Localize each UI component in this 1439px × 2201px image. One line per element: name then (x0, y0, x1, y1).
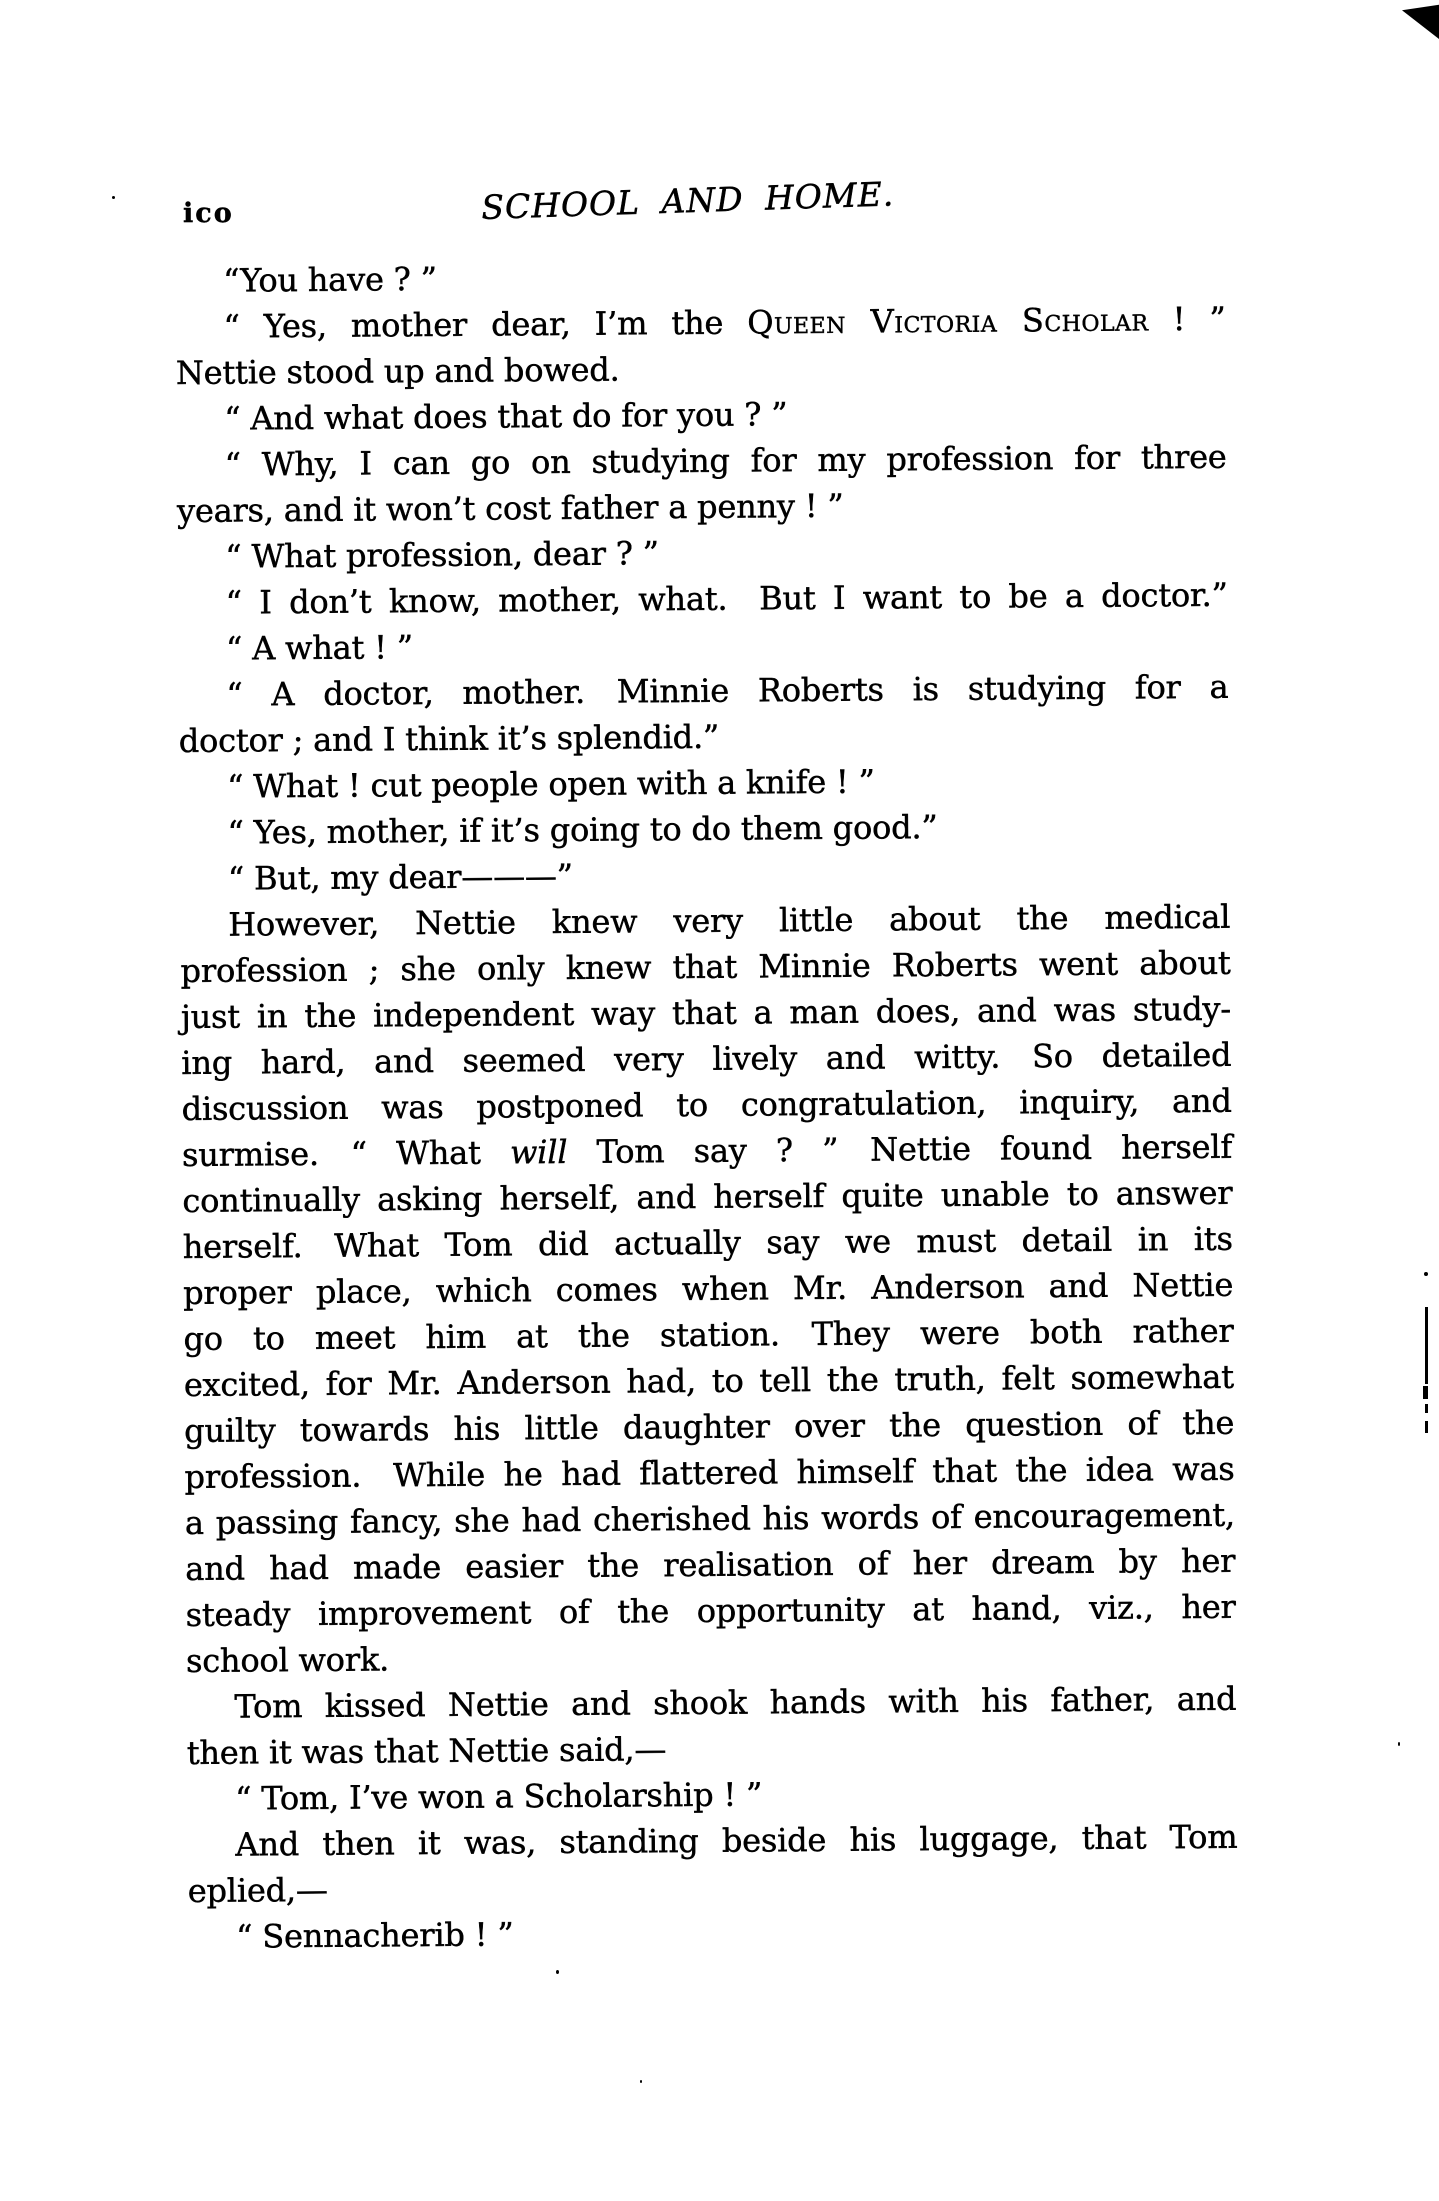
text-segment: “ Yes, mother, if it’s going to do them good.” (227, 808, 938, 852)
text-segment: years, and it won’t cost father a penny ! ” (176, 486, 844, 530)
text-segment: “You have ? ” (223, 259, 437, 300)
page-edge-mark (1425, 1421, 1428, 1433)
text-line (178, 618, 1228, 672)
text-line (185, 1584, 1235, 1638)
body-text (175, 250, 1238, 1960)
text-segment: “ Yes, mother dear, I’m the (223, 303, 748, 346)
page-number: ico (183, 198, 234, 229)
text-line (181, 986, 1231, 1040)
text-line (183, 1216, 1233, 1270)
text-line (178, 572, 1228, 626)
text-line (187, 1768, 1237, 1822)
text-segment: proper place, which comes when Mr. Anderson and Nettie (182, 1265, 1234, 1312)
text-line (183, 1262, 1233, 1316)
text-line (176, 388, 1226, 442)
running-title: SCHOOL AND HOME. (480, 174, 895, 227)
text-segment: “ What ! cut people open with a knife ! ” (227, 762, 875, 806)
text-segment: “ Sennacherib ! ” (236, 1915, 514, 1956)
text-line (188, 1860, 1238, 1914)
text-segment-italic: will (509, 1132, 568, 1172)
text-segment: then it was that Nettie said,— (186, 1730, 667, 1772)
text-segment: “ But, my dear———” (227, 856, 574, 898)
text-segment: Tom say ? ” Nettie found herself (567, 1127, 1233, 1171)
text-line (184, 1446, 1234, 1500)
text-line (177, 480, 1227, 534)
text-segment: steady improvement of the opportunity at hand, viz., her (185, 1587, 1236, 1634)
text-line (179, 756, 1229, 810)
page-edge-mark (1424, 1272, 1428, 1276)
text-line (185, 1492, 1235, 1546)
scan-speck (1398, 1742, 1400, 1746)
text-segment: “ What profession, dear ? ” (225, 534, 660, 576)
text-segment: ing hard, and seemed very lively and witty. So detailed (181, 1035, 1232, 1082)
text-segment: “ I don’t know, mother, what. But I want to be a doctor.” (225, 575, 1228, 622)
text-segment: guilty towards his little daughter over the question of the (184, 1403, 1235, 1450)
text-line (177, 526, 1227, 580)
text-line (184, 1354, 1234, 1408)
text-line (178, 664, 1228, 718)
text-line (187, 1814, 1237, 1868)
text-line (175, 296, 1225, 350)
text-segment: go to meet him at the station. They were both rather (183, 1311, 1234, 1358)
text-segment: surmise. “ What (181, 1133, 511, 1174)
text-segment: continually asking herself, and herself quite unable to answer (182, 1173, 1233, 1220)
text-segment: eplied,— (187, 1870, 328, 1910)
text-line (180, 940, 1230, 994)
text-line (176, 342, 1226, 396)
text-line (182, 1170, 1232, 1224)
page-edge-mark (1425, 1404, 1428, 1413)
text-segment: and had made easier the realisation of her dream by her (185, 1541, 1236, 1588)
text-segment: And then it was, standing beside his luggage, that Tom (235, 1817, 1238, 1864)
text-segment: a passing fancy, she had cherished his words of encouragement, (184, 1495, 1236, 1542)
text-segment: profession ; she only knew that Minnie Roberts went about (180, 943, 1231, 990)
text-line (182, 1124, 1232, 1178)
text-segment: “ A doctor, mother. Minnie Roberts is studying for a (226, 667, 1229, 714)
text-line (184, 1400, 1234, 1454)
text-line (180, 894, 1230, 948)
text-segment: excited, for Mr. Anderson had, to tell the truth, felt somewhat (183, 1357, 1234, 1404)
text-segment: “ Tom, I’ve won a Scholarship ! ” (234, 1775, 763, 1818)
text-segment: herself. What Tom did actually say we must detail in its (182, 1219, 1233, 1266)
text-segment: “ A what ! ” (225, 628, 414, 668)
text-segment: “ Why, I can go on studying for my profession for three (224, 437, 1227, 484)
text-line (179, 710, 1229, 764)
text-segment-smallcaps: Queen Victoria Scholar (747, 300, 1149, 342)
text-line (187, 1722, 1237, 1776)
text-segment: discussion was postponed to congratulation, inquiry, and (181, 1081, 1232, 1128)
text-segment: Nettie stood up and bowed. (175, 350, 620, 392)
text-line (186, 1676, 1236, 1730)
page-edge-mark (1423, 1386, 1428, 1399)
scan-speck (640, 2080, 642, 2083)
text-line (180, 848, 1230, 902)
text-line (175, 250, 1225, 304)
text-segment: doctor ; and I think it’s splendid.” (178, 717, 720, 760)
text-line (181, 1032, 1231, 1086)
text-segment: Tom kissed Nettie and shook hands with his father, and (234, 1679, 1237, 1726)
text-line (186, 1630, 1236, 1684)
text-line (182, 1078, 1232, 1132)
text-segment: However, Nettie knew very little about the medical (228, 897, 1231, 944)
page-edge-mark (1425, 1307, 1428, 1384)
text-segment: just in the independent way that a man does, and was study- (180, 989, 1232, 1036)
text-line (188, 1906, 1238, 1960)
text-segment: school work. (185, 1640, 390, 1680)
scan-speck (556, 1970, 559, 1974)
page-corner-fold-artifact (1402, 4, 1439, 39)
text-line (176, 434, 1226, 488)
text-line (179, 802, 1229, 856)
text-segment: “ And what does that do for you ? ” (224, 395, 788, 438)
text-line (185, 1538, 1235, 1592)
text-line (183, 1308, 1233, 1362)
text-segment: profession. While he had flattered himself that the idea was (184, 1449, 1235, 1496)
scan-speck (112, 196, 115, 199)
text-segment: ! ” (1148, 299, 1226, 339)
